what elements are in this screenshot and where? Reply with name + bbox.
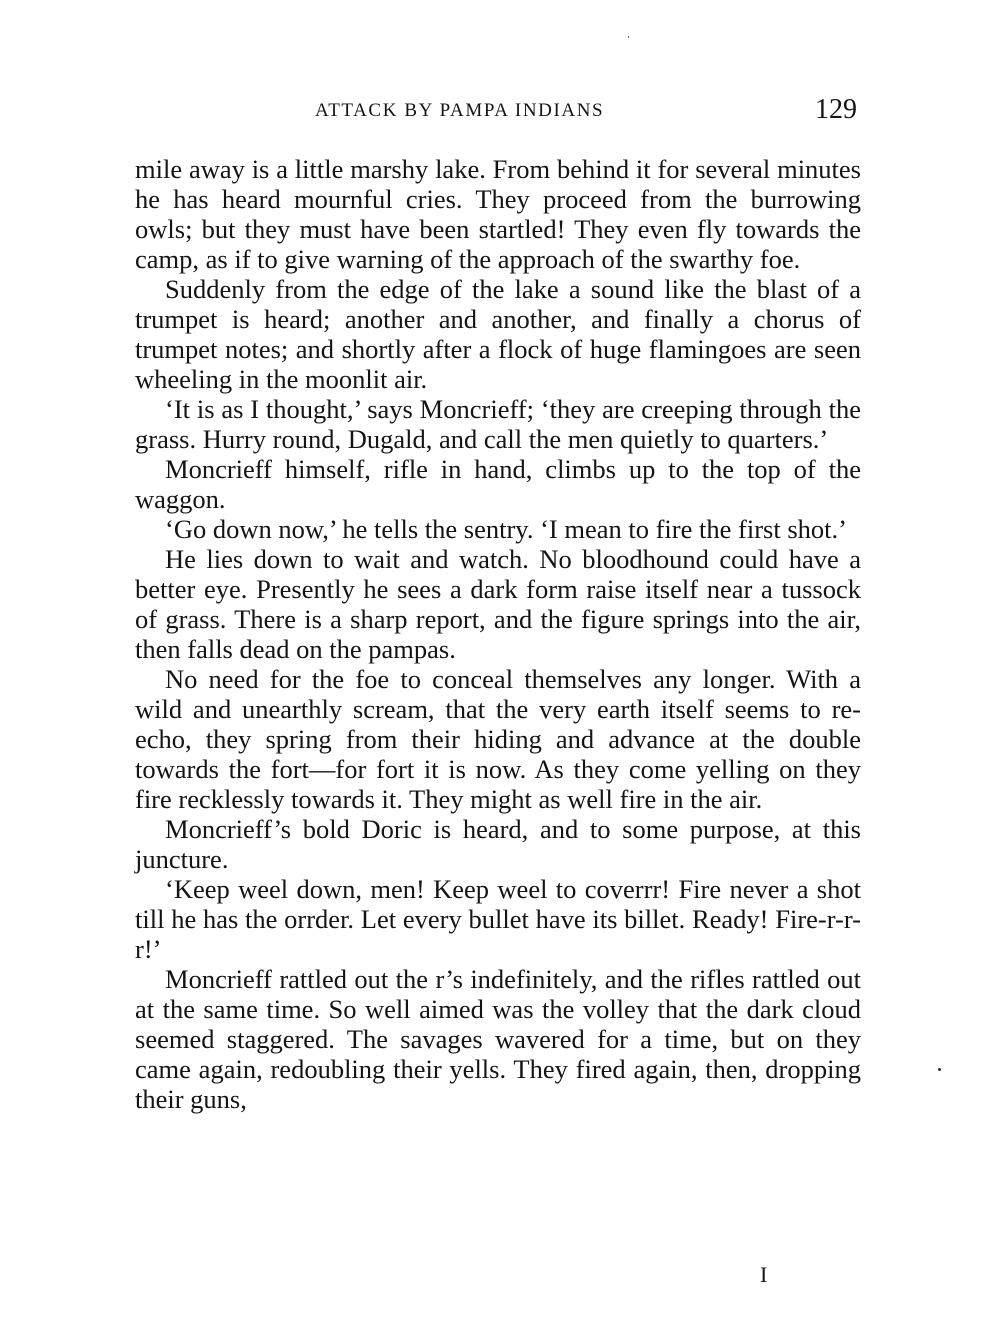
page-number: 129 (815, 94, 857, 125)
paragraph: Suddenly from the edge of the lake a sound like the blast of a trumpet is heard; another and another, and finally a chorus of trumpet notes; and shortly after a flock of huge flamingoes are seen wheeling in the moonlit air. (135, 274, 861, 394)
paragraph: ‘It is as I thought,’ says Moncrieff; ‘they are creeping through the grass. Hurry round, Dugald, and call the men quietly to quarters.’ (135, 394, 861, 454)
signature-mark: I (760, 1262, 768, 1287)
paragraph: No need for the foe to conceal themselves any longer. With a wild and unearthly scream, that the very earth itself seems to re-echo, they spring from their hiding and advance at the double towards the fort—for fort it is now. As they come yelling on they fire recklessly towards it. They might as well fire in the air. (135, 664, 861, 814)
print-speck (938, 1068, 941, 1071)
print-speck (628, 36, 629, 38)
paragraph: Moncrieff’s bold Doric is heard, and to some purpose, at this juncture. (135, 814, 861, 874)
paragraph: He lies down to wait and watch. No bloodhound could have a better eye. Presently he sees a dark form raise itself near a tussock of grass. There is a sharp report, and the figure springs into the air, then falls dead on the pampas. (135, 544, 861, 664)
paragraph: ‘Go down now,’ he tells the sentry. ‘I mean to fire the first shot.’ (165, 514, 847, 544)
running-title: ATTACK BY PAMPA INDIANS (315, 100, 605, 121)
paragraph: mile away is a little marshy lake. From behind it for several minutes he has heard mournful cries. They proceed from the burrowing owls; but they must have been startled! They even fly towards the camp, as if to give warning of the approach of the swarthy foe. (135, 154, 861, 274)
paragraph: Moncrieff rattled out the r’s indefinitely, and the rifles rattled out at the same time. So well aimed was the volley that the dark cloud seemed staggered. The savages wavered for a time, but on they came again, redoubling their yells. They fired again, then, dropping their guns, (135, 964, 861, 1114)
paragraph: ‘Keep weel down, men! Keep weel to coverrr! Fire never a shot till he has the orrder. Let every bullet have its billet. Ready! Fire-r-r-r!’ (135, 874, 861, 964)
running-head (135, 96, 863, 126)
paragraph: Moncrieff himself, rifle in hand, climbs up to the top of the waggon. (135, 454, 861, 514)
body-text (135, 154, 861, 1114)
